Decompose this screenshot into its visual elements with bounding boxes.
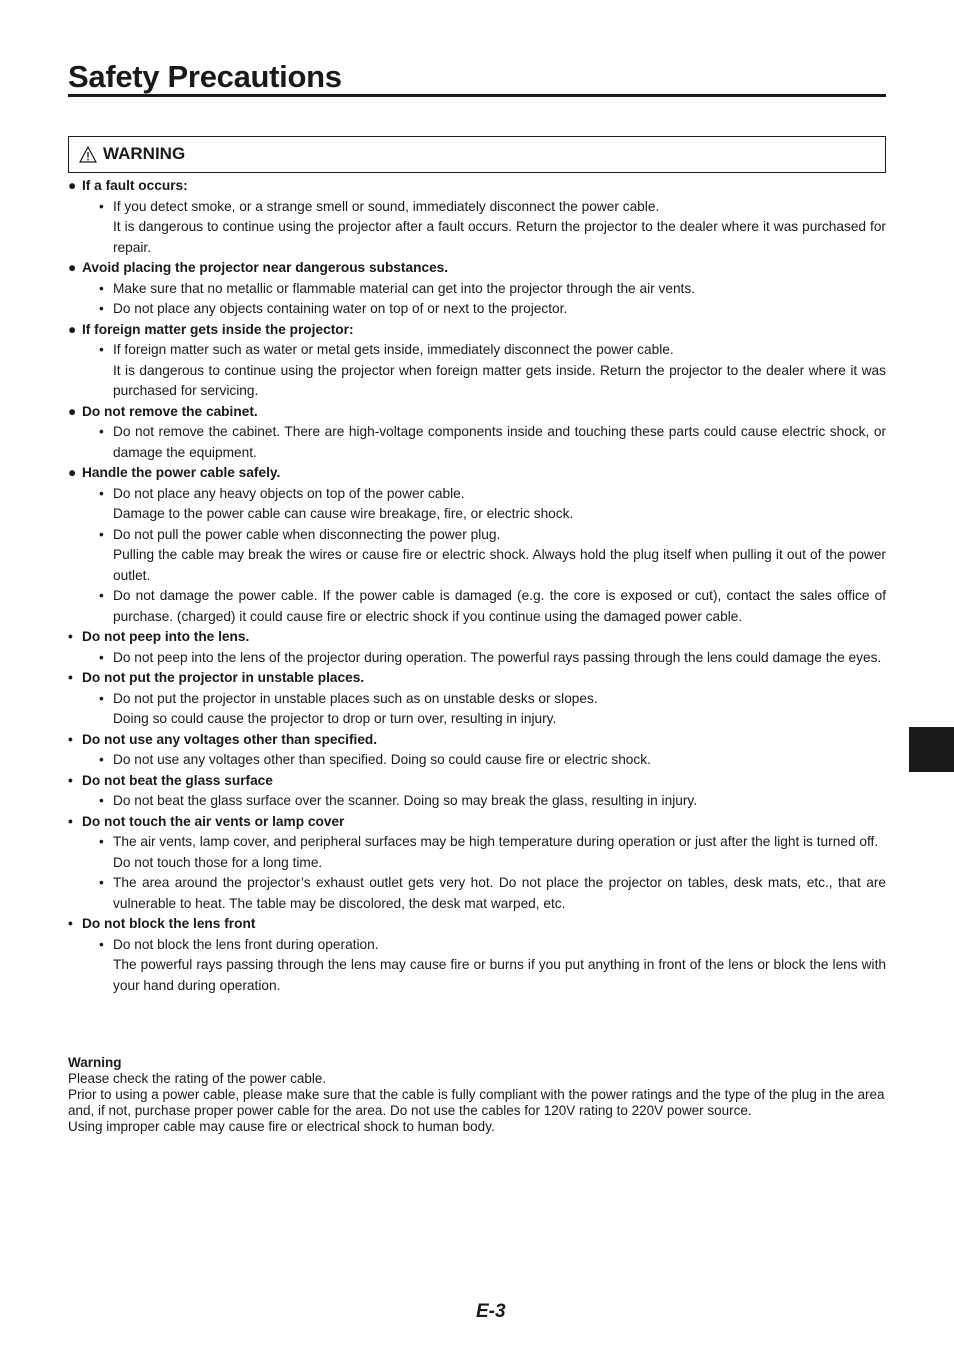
section-heading-text: Avoid placing the projector near dangerous substances. <box>82 260 449 275</box>
bullet-dot: • <box>99 342 104 357</box>
bullet-item <box>68 197 886 218</box>
section-heading <box>68 402 886 423</box>
power-cable-warning-heading: Warning <box>68 1055 122 1070</box>
bullet-note: It is dangerous to continue using the projector when foreign matter gets inside. Return the projector to the dealer where it was purchased for servicing. <box>113 362 886 398</box>
section-heading <box>68 812 886 833</box>
section-heading-text: If a fault occurs: <box>82 178 188 193</box>
bullet-marker: • <box>68 731 73 747</box>
bullet-dot: • <box>99 752 104 767</box>
bullet-text: Do not place any heavy objects on top of the power cable. <box>113 485 465 501</box>
bullet-dot: • <box>99 280 104 296</box>
bullet-marker: • <box>68 916 73 931</box>
warning-box <box>68 136 886 173</box>
bullet-item <box>68 299 886 320</box>
section-heading-text: If foreign matter gets inside the projector: <box>82 321 354 337</box>
section-heading-text: Do not put the projector in unstable places. <box>82 670 365 685</box>
bullet-marker: • <box>68 772 73 788</box>
bullet-item <box>68 832 886 853</box>
bullet-item <box>68 935 886 956</box>
section-heading <box>68 668 886 689</box>
bullet-item <box>68 340 886 361</box>
bullet-item <box>68 484 886 505</box>
section-heading-text: Do not remove the cabinet. <box>82 403 258 419</box>
section-heading <box>68 463 886 484</box>
bullet-dot: • <box>99 485 104 501</box>
bullet-text: Do not beat the glass surface over the scanner. Doing so may break the glass, resulting in injury. <box>113 793 698 808</box>
title-underline <box>68 94 886 97</box>
bullet-text: The area around the projector’s exhaust outlet gets very hot. Do not place the projector on tables, desk mats, etc., that are vulnerable to heat. The table may be discolored, the desk mat warped, etc. <box>113 875 886 911</box>
bullet-dot: • <box>99 690 104 706</box>
section-heading <box>68 258 886 279</box>
bullet-dot: • <box>99 649 104 665</box>
bullet-text: Do not block the lens front during operation. <box>113 936 379 952</box>
bullet-item <box>68 422 886 463</box>
bullet-note: Pulling the cable may break the wires or cause fire or electric shock. Always hold the plug itself when pulling it out of the power outlet. <box>113 547 886 583</box>
bullet-text: If you detect smoke, or a strange smell or sound, immediately disconnect the power cable. <box>113 198 660 214</box>
power-cable-warning-line: Prior to using a power cable, please make sure that the cable is fully compliant with the power ratings and the type of the plug in the area and, if not, purchase proper power cable for the area. Do not use the cables for 120V rating to 220V power source. <box>68 1087 885 1118</box>
bullet-text: Do not damage the power cable. If the power cable is damaged (e.g. the core is exposed or cut), contact the sales office of purchase. (charged) it could cause fire or electric shock if you continue using the damaged power cable. <box>113 588 886 624</box>
power-cable-warning <box>68 1055 888 1135</box>
power-cable-warning-line: Using improper cable may cause fire or electrical shock to human body. <box>68 1119 495 1134</box>
bullet-note: Damage to the power cable can cause wire breakage, fire, or electric shock. <box>113 506 574 521</box>
bullet-note: It is dangerous to continue using the projector after a fault occurs. Return the projector to the dealer where it was purchased for repair. <box>113 219 886 255</box>
bullet-text: If foreign matter such as water or metal gets inside, immediately disconnect the power cable. <box>113 342 674 357</box>
bullet-text: Do not place any objects containing water on top of or next to the projector. <box>113 301 568 316</box>
bullet-text: Do not peep into the lens of the projector during operation. The powerful rays passing through the lens could damage the eyes. <box>113 649 882 665</box>
bullet-text: The air vents, lamp cover, and peripheral surfaces may be high temperature during operation or just after the light is turned off. <box>113 834 879 849</box>
bullet-item <box>68 525 886 546</box>
bullet-dot: • <box>99 526 104 542</box>
section-heading-text: Do not touch the air vents or lamp cover <box>82 813 345 829</box>
bullet-dot: • <box>99 936 104 952</box>
bullet-text: Make sure that no metallic or flammable material can get into the projector through the air vents. <box>113 280 696 296</box>
chapter-tab <box>909 727 954 772</box>
power-cable-warning-line: Please check the rating of the power cable. <box>68 1071 327 1086</box>
bullet-text: Do not remove the cabinet. There are high-voltage components inside and touching these parts could cause electric shock, or damage the equipment. <box>113 424 886 460</box>
section-heading <box>68 627 886 648</box>
bullet-marker: • <box>68 629 73 644</box>
section-heading-text: Do not use any voltages other than specified. <box>82 731 378 747</box>
section-heading <box>68 914 886 935</box>
bullet-item <box>68 689 886 710</box>
bullet-note: Do not touch those for a long time. <box>113 854 323 870</box>
bullet-item <box>68 279 886 300</box>
section-heading <box>68 771 886 792</box>
section-heading-text: Do not block the lens front <box>82 916 256 931</box>
bullet-dot: • <box>99 588 104 603</box>
bullet-dot: • <box>99 424 104 439</box>
bullet-marker: ● <box>68 321 77 337</box>
page-number: E-3 <box>476 1301 506 1322</box>
bullet-dot: • <box>99 875 104 890</box>
bullet-item <box>68 873 886 914</box>
warning-triangle-icon <box>79 146 97 163</box>
bullet-dot: • <box>99 834 104 849</box>
bullet-item <box>68 648 886 669</box>
section-heading <box>68 320 886 341</box>
bullet-text: Do not put the projector in unstable places such as on unstable desks or slopes. <box>113 690 598 706</box>
bullet-marker: ● <box>68 465 77 480</box>
section-heading-text: Do not peep into the lens. <box>82 629 250 644</box>
warning-label: WARNING <box>103 144 186 163</box>
section-heading <box>68 176 886 197</box>
bullet-dot: • <box>99 198 104 214</box>
page-title: Safety Precautions <box>68 59 342 94</box>
bullet-text: Do not pull the power cable when disconnecting the power plug. <box>113 526 501 542</box>
bullet-dot: • <box>99 793 104 808</box>
bullet-marker: • <box>68 670 73 685</box>
bullet-marker: • <box>68 813 73 829</box>
bullet-marker: ● <box>68 403 77 419</box>
bullet-marker: ● <box>68 260 77 275</box>
bullet-item <box>68 750 886 771</box>
section-heading-text: Handle the power cable safely. <box>82 465 281 480</box>
bullet-note: Doing so could cause the projector to drop or turn over, resulting in injury. <box>113 711 557 726</box>
bullet-text: Do not use any voltages other than specified. Doing so could cause fire or electric shock. <box>113 752 651 767</box>
section-heading-text: Do not beat the glass surface <box>82 772 273 788</box>
bullet-dot: • <box>99 301 104 316</box>
section-heading <box>68 730 886 751</box>
bullet-item <box>68 791 886 812</box>
bullet-note: The powerful rays passing through the lens may cause fire or burns if you put anything in front of the lens or block the lens with your hand during operation. <box>113 957 886 993</box>
bullet-marker: ● <box>68 178 77 193</box>
precautions-list <box>68 176 886 996</box>
bullet-item <box>68 586 886 627</box>
